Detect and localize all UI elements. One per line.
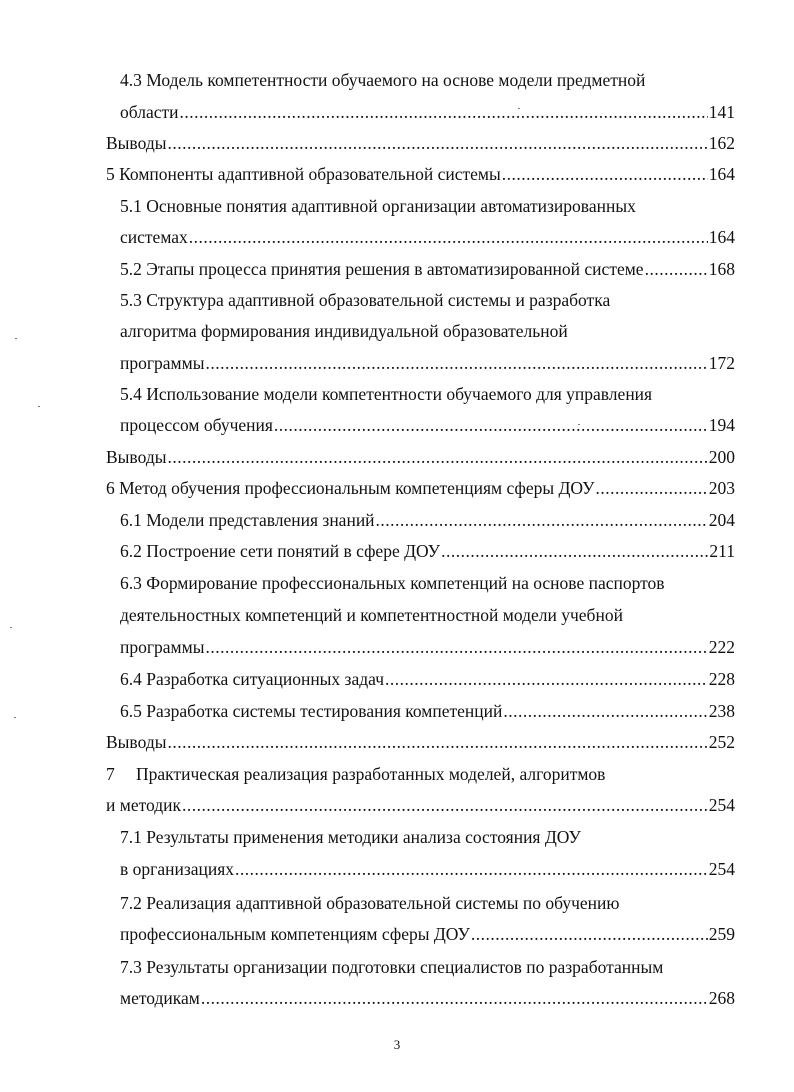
toc-entry-page: 162: [708, 133, 735, 153]
toc-leader-dots: [201, 984, 708, 1012]
toc-entry-page: 254: [708, 795, 735, 815]
toc-entry-text: процессом обучения: [120, 415, 273, 435]
toc-entry: [120, 98, 735, 126]
toc-entry-text: 6.5 Разработка системы тестирования компетенций: [120, 701, 503, 721]
toc-entry-text: Выводы: [106, 732, 167, 752]
toc-leader-dots: [441, 537, 708, 565]
toc-leader-dots: [595, 474, 707, 502]
toc-entry-text: 7.3 Результаты организации подготовки специалистов по разработанным: [120, 957, 664, 977]
toc-leader-dots: [167, 129, 707, 157]
scan-speck: [578, 424, 580, 425]
toc-entry-text: в организациях: [120, 859, 235, 879]
toc-entry-text: 4.3 Модель компетентности обучаемого на основе модели предметной: [120, 70, 646, 90]
toc-entry: [120, 286, 610, 314]
toc-entry: [120, 380, 652, 408]
toc-entry: [106, 760, 605, 788]
toc-leader-dots: [274, 411, 708, 439]
toc-leader-dots: [503, 697, 707, 725]
toc-entry: [120, 984, 735, 1012]
toc-entry-text: методикам: [120, 988, 200, 1008]
toc-entry-text: 6.1 Модели представления знаний: [120, 510, 375, 530]
scan-speck: [14, 717, 16, 718]
toc-entry: [120, 506, 735, 534]
toc-entry-text: программы: [120, 637, 205, 657]
toc-leader-dots: [167, 728, 707, 756]
toc-entry-text: 5.1 Основные понятия адаптивной организации автоматизированных: [120, 196, 636, 216]
toc-entry: [120, 855, 735, 883]
toc-entry-text: 5.4 Использование модели компетентности обучаемого для управления: [120, 384, 653, 404]
toc-entry-text: 7.1 Результаты применения методики анализа состояния ДОУ: [120, 827, 581, 847]
toc-entry-text: 5.3 Структура адаптивной образовательной системы и разработка: [120, 290, 611, 310]
toc-entry-text: 6 Метод обучения профессиональным компетенциям сферы ДОУ: [106, 478, 595, 498]
toc-entry-text: области: [120, 102, 179, 122]
toc-leader-dots: [167, 443, 707, 471]
toc-entry: [106, 728, 735, 756]
toc-entry-text: Выводы: [106, 447, 167, 467]
toc-entry-page: 204: [708, 510, 735, 530]
toc-entry: [120, 317, 568, 345]
toc-entry-page: 268: [708, 988, 735, 1008]
scan-speck: [10, 627, 12, 628]
toc-leader-dots: [205, 633, 707, 661]
toc-entry-page: 164: [708, 227, 735, 247]
toc-entry-text: 6.3 Формирование профессиональных компетенций на основе паспортов: [120, 573, 665, 593]
toc-entry: [120, 537, 735, 565]
toc-entry: [120, 633, 735, 661]
toc-entry: [120, 223, 735, 251]
toc-entry-text: деятельностных компетенций и компетентностной модели учебной: [120, 605, 623, 625]
toc-leader-dots: [180, 98, 708, 126]
toc-entry-text: профессиональным компетенциям сферы ДОУ: [120, 924, 470, 944]
toc-entry-text: 6.4 Разработка ситуационных задач: [120, 669, 385, 689]
toc-entry-page: 259: [708, 924, 735, 944]
toc-entry-text: 5 Компоненты адаптивной образовательной системы: [106, 164, 501, 184]
scan-speck: [15, 338, 17, 339]
toc-entry: [120, 569, 665, 597]
toc-entry: [106, 160, 735, 188]
toc-entry: [120, 665, 735, 693]
toc-leader-dots: [376, 506, 708, 534]
toc-entry: [106, 443, 735, 471]
toc-entry-page: 200: [708, 447, 735, 467]
toc-entry-page: 211: [709, 541, 735, 561]
toc-entry: [106, 791, 735, 819]
page-number: 3: [393, 1037, 401, 1052]
toc-entry-text: и методик: [106, 795, 182, 815]
toc-entry: [120, 192, 636, 220]
toc-entry: [120, 697, 735, 725]
toc-entry: [120, 889, 619, 917]
toc-entry: [120, 920, 735, 948]
toc-entry-text: Выводы: [106, 133, 167, 153]
toc-leader-dots: [205, 349, 707, 377]
toc-leader-dots: [645, 255, 708, 283]
toc-entry-text: 7.2 Реализация адаптивной образовательной системы по обучению: [120, 893, 620, 913]
toc-entry-page: 203: [708, 478, 735, 498]
toc-leader-dots: [235, 855, 708, 883]
toc-entry-text: программы: [120, 353, 205, 373]
toc-entry: [120, 255, 735, 283]
toc-entry: [120, 66, 645, 94]
toc-leader-dots: [385, 665, 708, 693]
toc-entry-text: 5.2 Этапы процесса принятия решения в автоматизированной системе: [120, 259, 644, 279]
toc-entry-page: 252: [708, 732, 735, 752]
toc-entry-page: 228: [708, 669, 735, 689]
toc-entry-page: 194: [708, 415, 735, 435]
toc-entry: [120, 411, 735, 439]
toc-leader-dots: [189, 223, 708, 251]
toc-entry-page: 172: [708, 353, 735, 373]
toc-leader-dots: [471, 920, 708, 948]
toc-entry-page: 164: [708, 164, 735, 184]
toc-entry-page: 254: [708, 859, 735, 879]
toc-leader-dots: [502, 160, 708, 188]
toc-entry-page: 141: [708, 102, 735, 122]
toc-entry: [106, 474, 735, 502]
toc-entry: [120, 601, 623, 629]
scan-speck: [518, 108, 520, 109]
toc-entry-page: 222: [708, 637, 735, 657]
toc-entry-text: Практическая реализация разработанных моделей, алгоритмов: [136, 764, 606, 784]
toc-leader-dots: [182, 791, 708, 819]
toc-entry-text: системах: [120, 227, 188, 247]
toc-entry: [106, 129, 735, 157]
toc-entry-page: 238: [708, 701, 735, 721]
toc-entry: [120, 953, 663, 981]
toc-entry-text: 6.2 Построение сети понятий в сфере ДОУ: [120, 541, 441, 561]
toc-entry-text: алгоритма формирования индивидуальной образовательной: [120, 321, 568, 341]
scan-speck: [38, 406, 40, 407]
toc-entry: [120, 349, 735, 377]
toc-chapter-number: 7: [106, 764, 115, 784]
toc-entry-page: 168: [708, 259, 735, 279]
toc-entry: [120, 823, 581, 851]
